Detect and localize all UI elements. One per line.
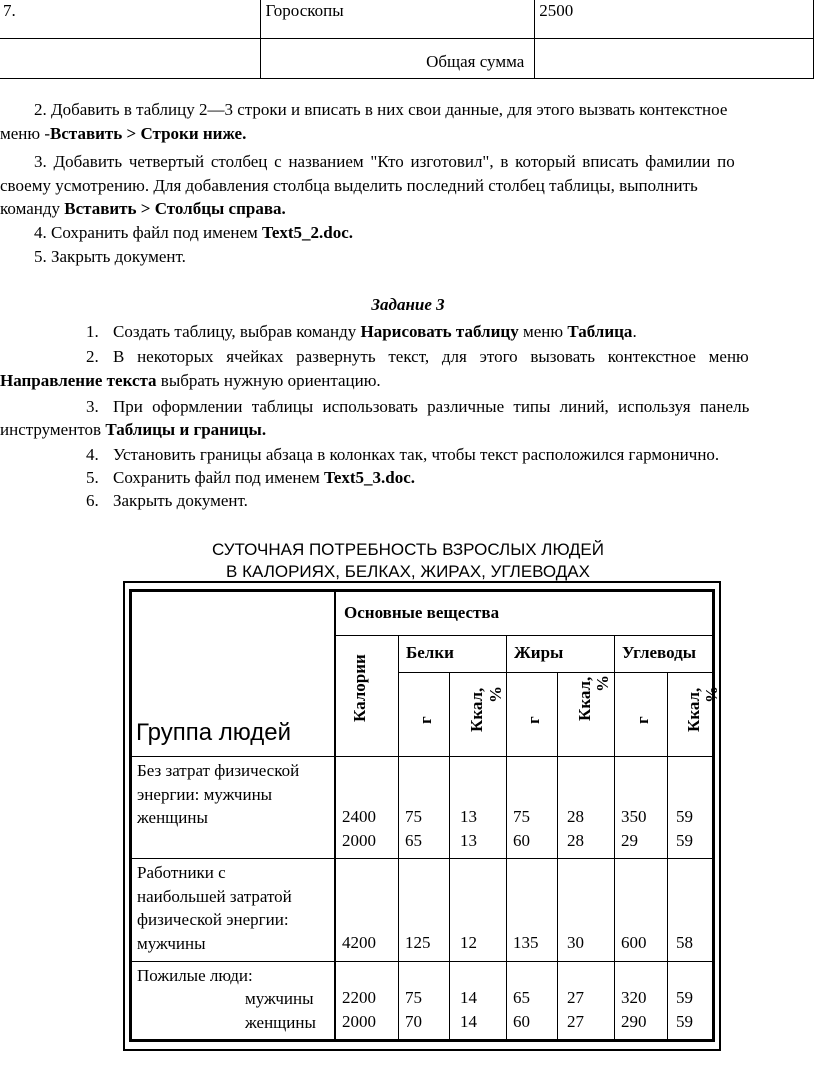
row3-proteins-g: 75 70	[405, 988, 422, 1031]
row-divider	[334, 635, 713, 636]
row-value: 2500	[535, 0, 814, 39]
row2-proteins-kcal: 12	[460, 933, 477, 952]
task2-item4-text: 4. Сохранить файл под именем	[34, 223, 263, 242]
row2-carbs-g: 600	[621, 933, 647, 952]
row2-label-line4: мужчины	[137, 934, 206, 953]
table-row	[0, 0, 814, 39]
row2-label-line2: наибольшей затратой	[137, 887, 292, 906]
task3-item2-command: Направление текста	[0, 371, 157, 390]
task3-item1-command: Нарисовать таблицу	[360, 322, 519, 341]
row1-label-line1: Без затрат физической	[137, 761, 300, 780]
table-caption-line1: СУТОЧНАЯ ПОТРЕБНОСТЬ ВЗРОСЛЫХ ЛЮДЕЙ	[212, 540, 604, 559]
task3-item1-text: Создать таблицу, выбрав команду	[113, 322, 361, 341]
proteins-header: Белки	[406, 643, 454, 662]
main-substances-header: Основные вещества	[344, 603, 500, 622]
fats-kcal-header: Ккал,	[575, 676, 594, 721]
row1-proteins-g: 75 65	[405, 807, 422, 850]
task2-item3-line1: 3. Добавить четвертый столбец с названием "Кто изготовил", в который вписать фамилии по	[34, 152, 735, 171]
col-divider	[667, 673, 668, 1040]
task3-item5	[113, 466, 816, 490]
task3-item2-line1: В некоторых ячейках развернуть текст, для этого вызовать контекстное меню	[113, 347, 749, 366]
row-divider	[131, 961, 713, 962]
task2-item3-line2: своему усмотрению. Для добавления столбца выделить последний столбец таблицы, выполнить	[0, 176, 698, 195]
task2-item3-command: Вставить > Столбцы справа.	[64, 199, 286, 218]
task3-item6-number: 6.	[86, 491, 99, 510]
group-header: Группа людей	[136, 719, 291, 746]
proteins-g-header: г	[416, 716, 435, 724]
row2-calories: 4200	[342, 933, 376, 952]
row1-proteins-kcal: 13 13	[460, 807, 477, 850]
row3-fats-g: 65 60	[513, 988, 530, 1031]
task3-item5-filename: Text5_3.doc.	[324, 468, 416, 487]
table-caption-line2: В КАЛОРИЯХ, БЕЛКАХ, ЖИРАХ, УГЛЕВОДАХ	[226, 562, 590, 581]
task3-item3-text: инструментов	[0, 420, 106, 439]
task2-item3-line3	[0, 197, 816, 221]
row2-label-line1: Работники с	[137, 863, 226, 882]
task2-item2-text: меню -	[0, 124, 51, 143]
task3-item3-toolbar: Таблицы и границы.	[105, 420, 267, 439]
row-number: 7.	[0, 0, 261, 39]
task2-item2-command: Вставить > Строки ниже.	[50, 124, 247, 143]
fats-kcal-percent: %	[593, 675, 612, 692]
task3-item2-number: 2.	[86, 347, 99, 366]
row3-carbs-kcal: 59 59	[676, 988, 693, 1031]
task3-item1	[113, 320, 816, 344]
task2-item4-filename: Text5_2.doc.	[262, 223, 354, 242]
total-value-cell	[535, 39, 814, 79]
task3-item3-number: 3.	[86, 397, 99, 416]
row1-fats-kcal: 28 28	[567, 807, 584, 850]
fats-header: Жиры	[514, 643, 564, 662]
row-divider	[131, 756, 713, 757]
row1-calories: 2400 2000	[342, 807, 376, 850]
row3-fats-kcal: 27 27	[567, 988, 584, 1031]
row3-proteins-kcal: 14 14	[460, 988, 477, 1031]
task2-item3-text: команду	[0, 199, 65, 218]
row2-label-line3: физической энергии:	[137, 910, 289, 929]
task3-item1-menu: Таблица	[567, 322, 633, 341]
task3-item1-text2: меню	[518, 322, 568, 341]
task2-item2-line1: 2. Добавить в таблицу 2—3 строки и вписать в них свои данные, для этого вызвать контекстное	[34, 100, 728, 119]
col-divider	[398, 636, 399, 1040]
task3-item3-line1: При оформлении таблицы использовать различные типы линий, используя панель	[113, 397, 750, 416]
task3-item2-text: выбрать нужную ориентацию.	[156, 371, 381, 390]
row3-carbs-g: 320 290	[621, 988, 647, 1031]
col-divider	[449, 673, 450, 1040]
row1-carbs-g: 350 29	[621, 807, 647, 850]
row2-fats-g: 135	[513, 933, 539, 952]
task3-item1-end: .	[632, 322, 637, 341]
row3-label-line2: мужчины	[245, 989, 314, 1008]
task3-item2-line2	[0, 369, 816, 393]
row2-proteins-g: 125	[405, 933, 431, 952]
table-row	[0, 39, 814, 79]
row-divider	[398, 672, 713, 673]
task3-title: Задание 3	[371, 295, 445, 314]
carbs-kcal-header: Ккал,	[684, 687, 703, 732]
task3-item6: Закрыть документ.	[113, 491, 248, 510]
row3-label-line3: женщины	[245, 1013, 316, 1032]
row2-fats-kcal: 30	[567, 933, 584, 952]
task3-item5-text: Сохранить файл под именем	[113, 468, 325, 487]
total-label: Общая сумма	[261, 39, 535, 79]
top-table	[0, 0, 814, 79]
task2-item2-line2	[0, 122, 816, 146]
carbs-kcal-percent: %	[702, 686, 721, 703]
task3-item3-line2	[0, 418, 816, 442]
col-divider	[334, 591, 336, 1040]
calories-header: Калории	[350, 654, 369, 722]
row3-calories: 2200 2000	[342, 988, 376, 1031]
row-divider	[131, 858, 713, 859]
proteins-kcal-header: Ккал,	[467, 687, 486, 732]
task2-item5: 5. Закрыть документ.	[34, 247, 186, 266]
carbs-g-header: г	[633, 716, 652, 724]
task2-item4	[34, 221, 816, 245]
carbs-header: Углеводы	[622, 643, 696, 662]
task3-item4: Установить границы абзаца в колонках так, чтобы текст расположился гармонично.	[113, 445, 720, 464]
task3-item5-number: 5.	[86, 468, 99, 487]
col-divider	[506, 636, 507, 1040]
row2-carbs-kcal: 58	[676, 933, 693, 952]
row1-label-line2: энергии: мужчины	[137, 785, 273, 804]
col-divider	[614, 636, 615, 1040]
row3-label-line1: Пожилые люди:	[137, 966, 253, 985]
task3-item1-number: 1.	[86, 322, 99, 341]
row1-carbs-kcal: 59 59	[676, 807, 693, 850]
row1-fats-g: 75 60	[513, 807, 530, 850]
row1-label-line3: женщины	[137, 808, 208, 827]
fats-g-header: г	[524, 716, 543, 724]
col-divider	[557, 673, 558, 1040]
row-name: Гороскопы	[261, 0, 535, 39]
proteins-kcal-percent: %	[486, 686, 505, 703]
empty-cell	[0, 39, 261, 79]
task3-item4-number: 4.	[86, 445, 99, 464]
